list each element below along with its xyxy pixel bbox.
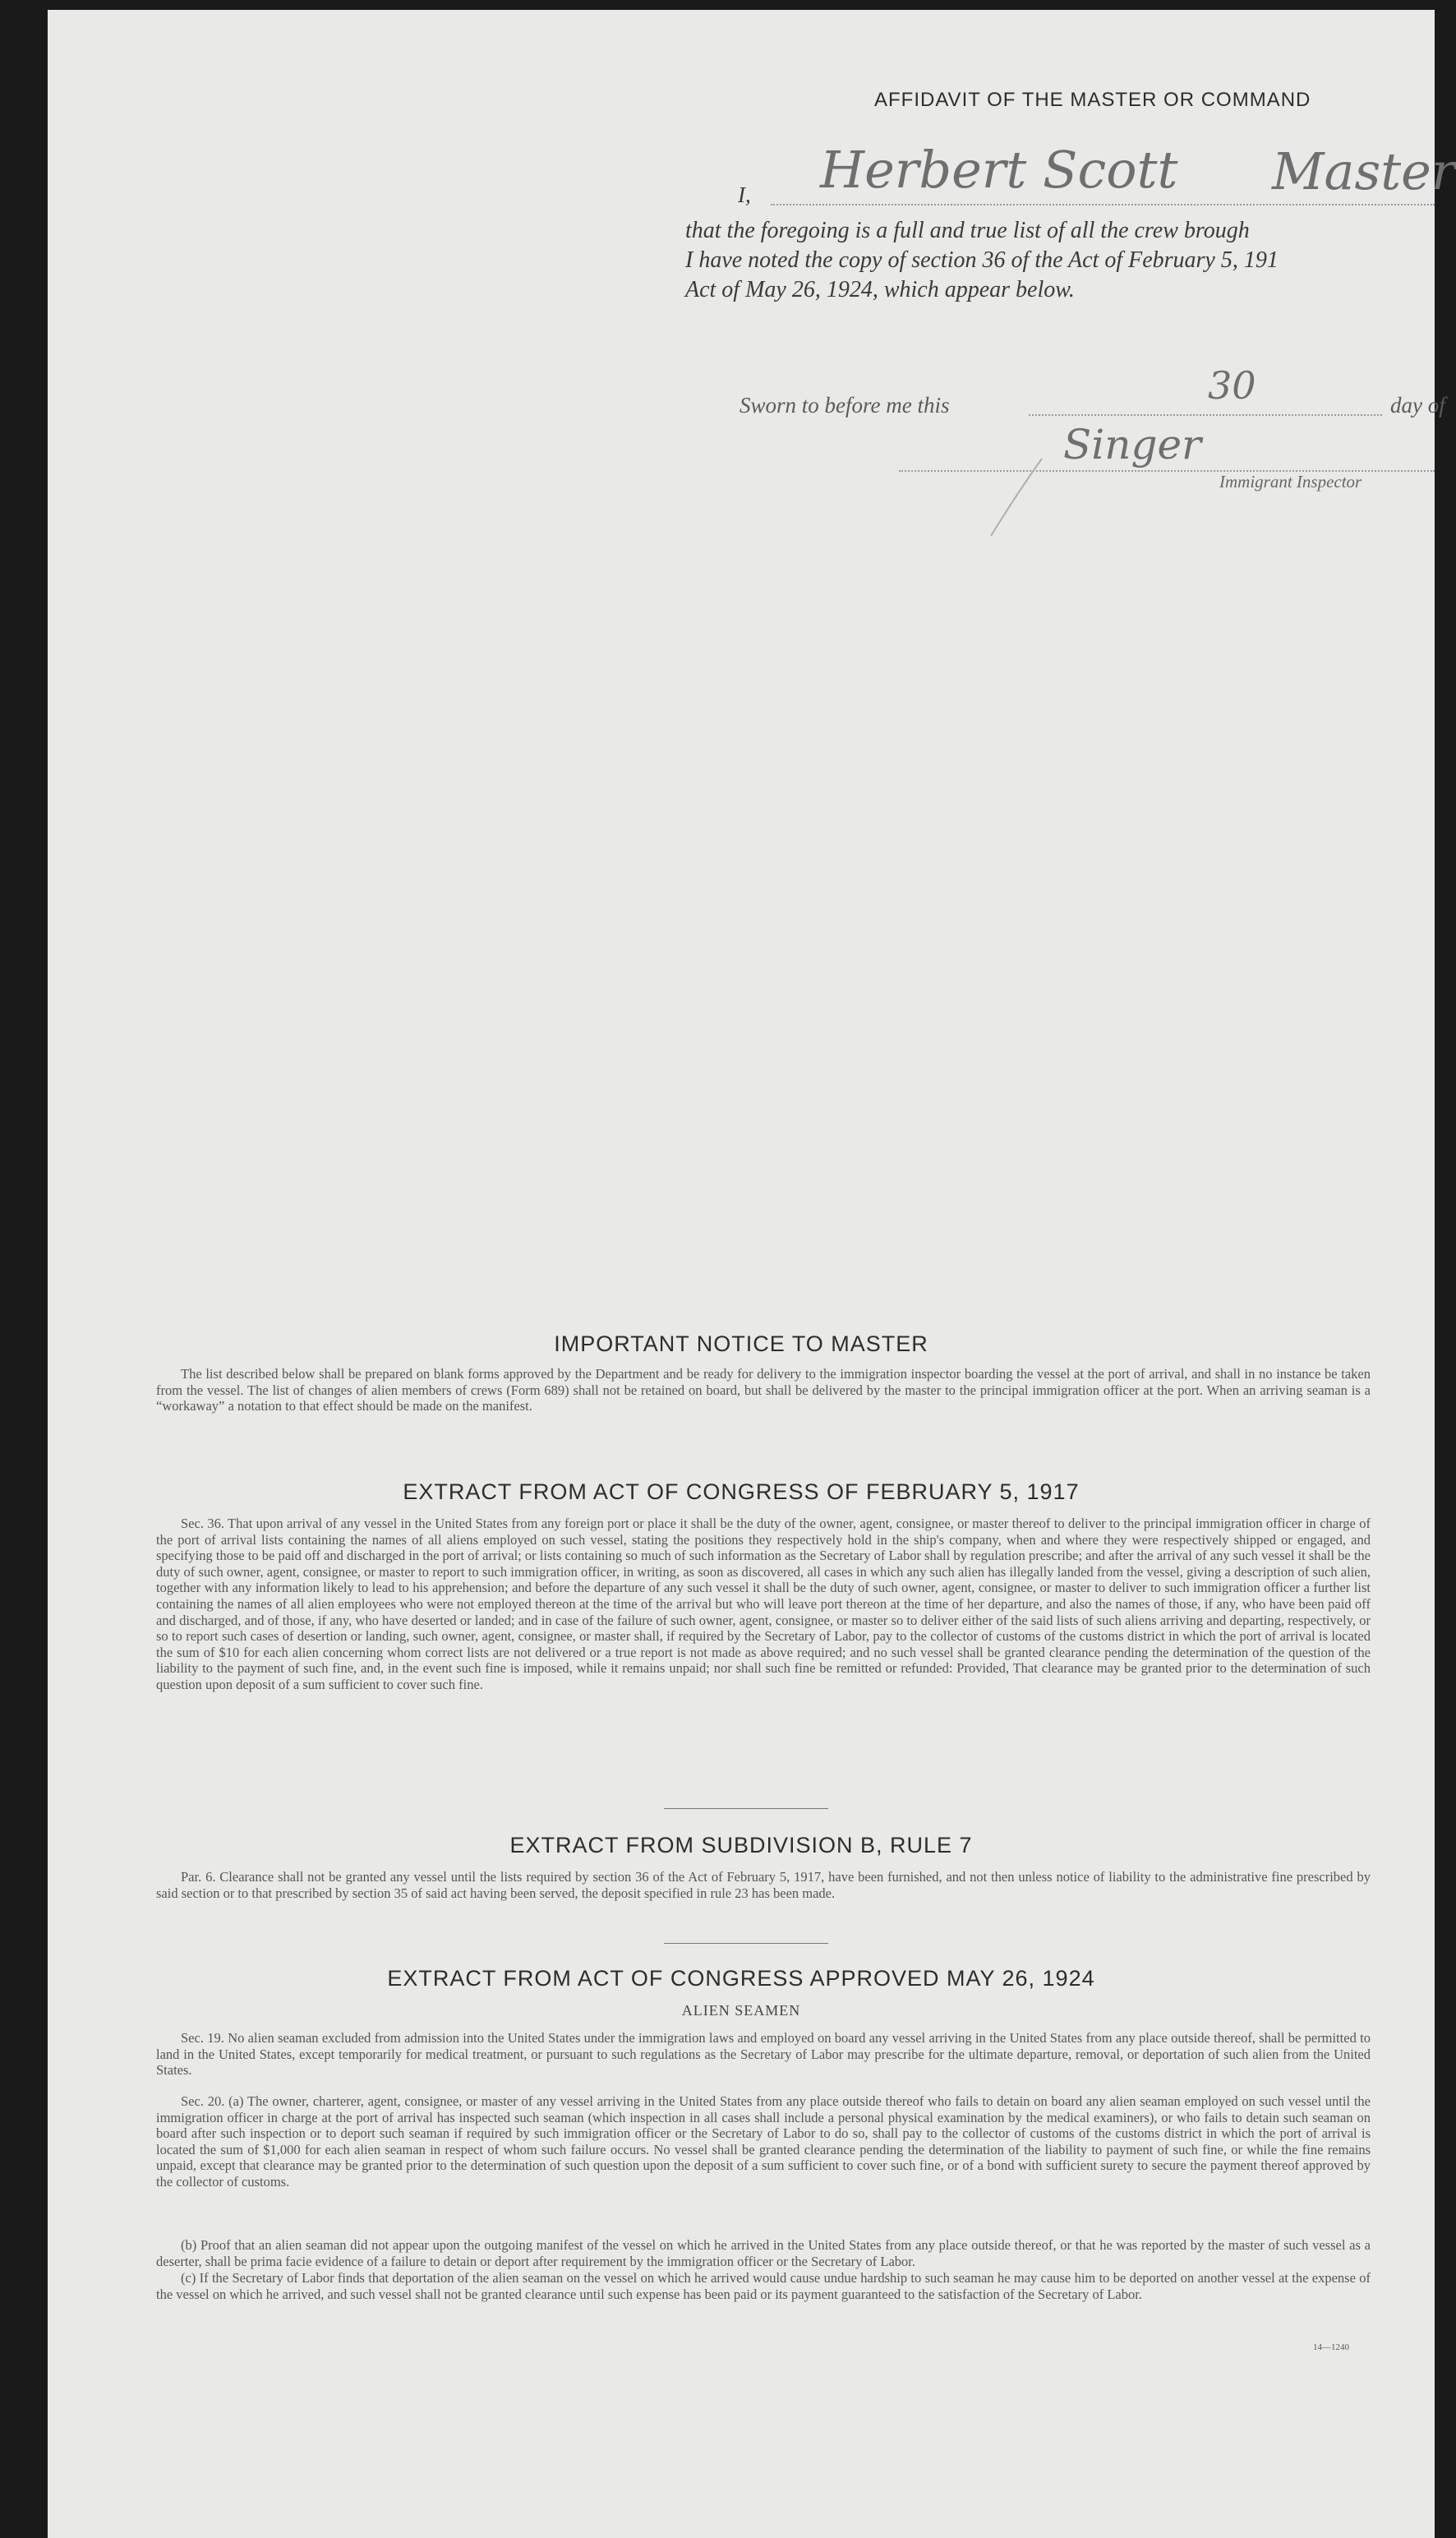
document-page xyxy=(48,10,1456,2538)
sec-20c-text: (c) If the Secretary of Labor finds that deportation of the alien seaman on the vessel on which he arrived would cause undue hardship to such seaman he may cause him to be deported on another vessel at the expense of the vessel on which he arrived, and such vessel shall not be granted clearance until such expense has been paid or its payment guaranteed to the satisfaction of the Secretary of Labor. xyxy=(156,2270,1371,2302)
sec-19-text: Sec. 19. No alien seaman excluded from admission into the United States under the immigration laws and employed on board any vessel arriving in the United States from any place outside thereof, shall be permitted to land in the United States, except temporarily for medical treatment, or pursuant to such regulations as the Secretary of Labor may prescribe for the ultimate departure, removal, or deportation of such alien from the United States. xyxy=(156,2030,1371,2079)
inspector-label: Immigrant Inspector xyxy=(1219,472,1362,491)
affidavit-title: AFFIDAVIT OF THE MASTER OR COMMAND xyxy=(874,89,1311,111)
notice-text: The list described below shall be prepared on blank forms approved by the Department and be ready for delivery to the immigration inspector boarding the vessel at the port of arrival, and shall in no instance be taken from the vessel. The list of changes of alien members of crews (Form 689) shall not be retained on board, but shall be delivered by the master to the principal immigration officer at the port. When an arriving seaman is a “workaway” a notation to that effect should be made on the manifest. xyxy=(156,1366,1371,1414)
inspector-signature: Singer xyxy=(1063,421,1201,468)
ink-stroke xyxy=(984,454,1050,544)
extract-rule7-title: EXTRACT FROM SUBDIVISION B, RULE 7 xyxy=(509,1833,973,1857)
sworn-text: Sworn to before me this xyxy=(740,393,950,418)
master-name-line xyxy=(771,204,1435,205)
divider-2 xyxy=(664,1943,828,1944)
extract-1924-subtitle: ALIEN SEAMEN xyxy=(681,2002,801,2019)
sworn-day-handwritten: 30 xyxy=(1208,363,1256,408)
affidavit-line-1: that the foregoing is a full and true list of all the crew brough xyxy=(685,218,1250,243)
extract-rule7-text: Par. 6. Clearance shall not be granted any vessel until the lists required by section 36 of the Act of February 5, 1917, have been furnished, and not then unless notice of liability to the administrative fine prescribed by said section or to that prescribed by section 35 of said act having been served, the deposit specified in rule 23 has been made. xyxy=(156,1869,1371,1901)
notice-title: IMPORTANT NOTICE TO MASTER xyxy=(554,1331,928,1356)
sec-20a-text: Sec. 20. (a) The owner, charterer, agent, consignee, or master of any vessel arriving in the United States from any place outside thereof who fails to detain on board any alien seaman employed on such vessel until the immigration officer in charge at the port of arrival has inspected such seaman (which inspection in all cases shall include a personal physical examination by the medical examiners), or who fails to detain such seaman on board after such inspection or to deport such seaman if required by such immigration officer or the Secretary of Labor to do so, shall pay to the collector of customs of the customs district in which the port of arrival is located the sum of $1,000 for each alien seaman in respect of whom such failure occurs. No vessel shall be granted clearance pending the determination of the liability to payment of such fine, or while the fine remains unpaid, except that clearance may be granted prior to the determination of such question upon the deposit of a sum sufficient to cover such fine, or of a bond with sufficient surety to secure the payment thereof approved by the collector of customs. xyxy=(156,2093,1371,2190)
sec-20b-text: (b) Proof that an alien seaman did not appear upon the outgoing manifest of the vessel on which he arrived in the United States from any place outside thereof, or that he was reported by the master of such vessel as a deserter, shall be prima facie evidence of a failure to detain or deport after requirement by the immigration officer or the Secretary of Labor. xyxy=(156,2237,1371,2269)
extract-1917-title: EXTRACT FROM ACT OF CONGRESS OF FEBRUARY 5, 1917 xyxy=(403,1479,1080,1504)
affidavit-line-2: I have noted the copy of section 36 of the Act of February 5, 191 xyxy=(685,247,1279,273)
master-signature: Herbert Scott xyxy=(820,140,1178,200)
form-number: 14—1240 xyxy=(1313,2342,1349,2352)
master-title-handwritten: Master xyxy=(1272,141,1456,201)
divider-1 xyxy=(664,1808,828,1809)
sworn-day-line xyxy=(1029,414,1382,416)
affidavit-line-3: Act of May 26, 1924, which appear below. xyxy=(685,277,1075,302)
day-of-label: day of xyxy=(1390,393,1445,418)
affidavit-pronoun: I, xyxy=(738,182,751,207)
extract-1917-text: Sec. 36. That upon arrival of any vessel in the United States from any foreign port or place it shall be the duty of the owner, agent, consignee, or master thereof to deliver to the principal immigration officer in charge of the port of arrival lists containing the names of all aliens employed on such vessel, stating the positions they respectively hold in the ship's company, when and where they were respectively shipped or engaged, and specifying those to be paid off and discharged in the port of arrival; or lists containing so much of such information as the Secretary of Labor shall by regulation prescribe; and after the arrival of any such vessel it shall be the duty of such owner, agent, consignee, or master to report to such immigration officer, in writing, as soon as discovered, all cases in which any such alien has illegally landed from the vessel, giving a description of such alien, together with any information likely to lead to his apprehension; and before the departure of any such vessel it shall be the duty of such owner, agent, consignee, or master to deliver to such immigration officer a further list containing the names of all alien employees who were not employed thereon at the time of the arrival but who will leave port thereon at the time of her departure, and also the names of those, if any, who have been paid off and discharged, and of those, if any, who have deserted or landed; and in case of the failure of such owner, agent, consignee, or master so to deliver either of the said lists of such aliens arriving and departing, respectively, or so to report such cases of desertion or landing, such owner, agent, consignee, or master shall, if required by the Secretary of Labor, pay to the collector of customs of the customs district in which the port of arrival is located the sum of $10 for each alien concerning whom correct lists are not delivered or a true report is not made as above required; and no such vessel shall be granted clearance pending the determination of the question of the liability to the payment of such fine, and, in the event such fine is imposed, while it remains unpaid; nor shall such fine be remitted or refunded: Provided, That clearance may be granted prior to the determination of such question upon deposit of a sum sufficient to cover such fine. xyxy=(156,1516,1371,1692)
extract-1924-title: EXTRACT FROM ACT OF CONGRESS APPROVED MAY 26, 1924 xyxy=(387,1966,1095,1991)
